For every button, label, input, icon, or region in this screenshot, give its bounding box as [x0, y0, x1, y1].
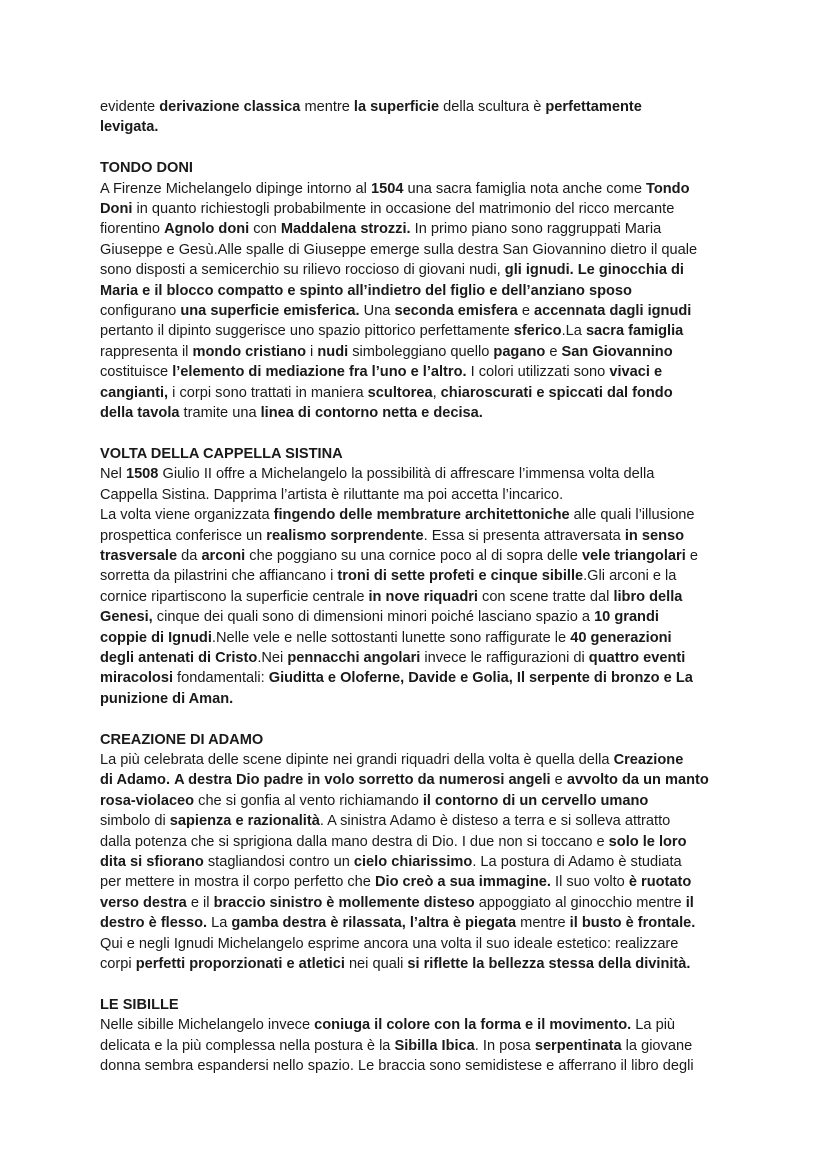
text-run: da: [177, 547, 202, 564]
text-line: [100, 689, 732, 709]
bold-text: serpentinata: [534, 1037, 622, 1054]
text-line: [100, 791, 732, 811]
bold-text: 1508: [125, 466, 159, 483]
bold-text: si riflette la bellezza stessa della divinità.: [407, 956, 691, 973]
text-run: In primo piano sono raggruppati Maria: [410, 221, 662, 238]
text-line: [100, 383, 732, 403]
text-run: configurano: [100, 303, 181, 320]
text-line: [100, 321, 732, 341]
bold-text: accennata dagli ignudi: [534, 303, 692, 320]
text-run: mentre: [300, 99, 354, 115]
text-run: Nel: [100, 466, 126, 483]
text-run: la giovane: [621, 1037, 693, 1054]
text-run: Giuseppe e Gesù.Alle spalle di Giuseppe emerge sulla destra San Giovannino dietro il quale: [100, 241, 698, 258]
bold-text: pagano: [493, 343, 546, 360]
text-line: [100, 281, 732, 301]
text-line: [100, 260, 732, 280]
text-run: e: [517, 303, 535, 320]
bold-text: 1504: [370, 180, 404, 197]
text-run: donna sembra espandersi nello spazio. Le braccia sono semidistese e afferrano il libro degli: [100, 1058, 694, 1075]
bold-text: cangianti,: [100, 384, 169, 401]
text-run: con scene tratte dal: [477, 588, 614, 605]
bold-text: in senso: [624, 527, 685, 544]
bold-text: il busto è frontale.: [569, 915, 696, 932]
section-paragraph: [100, 179, 732, 424]
text-line: [100, 668, 732, 688]
bold-text: il: [685, 894, 694, 911]
section-heading: CREAZIONE DI ADAMO: [100, 731, 264, 748]
text-run: alle quali l’illusione: [569, 507, 695, 524]
text-line: [100, 301, 732, 321]
text-run: Giulio II offre a Michelangelo la possibilità di affrescare l’immensa volta della: [158, 466, 655, 483]
bold-text: Sibilla Ibica: [394, 1037, 475, 1054]
text-run: e: [550, 772, 567, 789]
bold-text: arconi: [201, 547, 246, 564]
bold-text: vivaci e: [609, 364, 663, 381]
bold-text: Genesi,: [100, 609, 153, 626]
text-line: [100, 362, 732, 382]
bold-text: coppie di Ignudi: [100, 629, 212, 646]
text-run: costituisce: [100, 364, 173, 381]
bold-text: braccio sinistro è mollemente disteso: [213, 894, 475, 911]
text-line: [100, 913, 732, 933]
text-run: .Nelle vele e nelle sottostanti lunette sono raffigurate le: [211, 629, 571, 646]
text-run: nei quali: [344, 956, 408, 973]
bold-text: Dio creò a sua immagine.: [374, 874, 551, 891]
bold-text: miracolosi: [100, 670, 173, 687]
bold-text: coniuga il colore con la forma e il movimento.: [314, 1017, 632, 1034]
bold-text: perfettamente: [545, 99, 642, 115]
text-line: [100, 117, 732, 137]
text-run: e il: [186, 894, 214, 911]
text-line: [100, 546, 732, 566]
text-run: I colori utilizzati sono: [466, 364, 610, 381]
bold-text: solo le loro: [608, 833, 687, 850]
text-run: . A sinistra Adamo è disteso a terra e si solleva attratto: [319, 813, 671, 830]
text-run: .La: [561, 323, 586, 340]
text-line: [100, 199, 732, 219]
text-run: La più: [631, 1017, 676, 1034]
document-page: [100, 97, 732, 1076]
text-run: ,: [432, 384, 441, 401]
bold-text: Maria e il blocco compatto e spinto all’indietro del figlio e dell’anziano sposo: [100, 282, 632, 299]
bold-text: sferico: [513, 323, 562, 340]
bold-text: Creazione: [613, 751, 684, 768]
section-heading: TONDO DONI: [100, 160, 193, 177]
bold-text: dita si sfiorano: [100, 853, 204, 870]
text-run: delicata e la più complessa nella postura è la: [100, 1037, 395, 1054]
text-run: i corpi sono trattati in maniera: [168, 384, 368, 401]
text-run: evidente: [100, 99, 160, 115]
text-run: . Essa si presenta attraversata: [423, 527, 625, 544]
bold-text: perfetti proporzionati e atletici: [135, 956, 345, 973]
text-run: appoggiato al ginocchio mentre: [474, 894, 686, 911]
text-run: cinque dei quali sono di dimensioni minori poiché lasciano spazio a: [152, 609, 595, 626]
section-tondo-doni: [100, 158, 732, 423]
text-run: simbolo di: [100, 813, 170, 830]
bold-text: pennacchi angolari: [287, 649, 421, 666]
text-run: rappresenta il: [100, 343, 193, 360]
text-run: La volta viene organizzata: [100, 507, 274, 524]
bold-text: libro della: [613, 588, 683, 605]
text-run: una sacra famiglia nota anche come: [403, 180, 646, 197]
bold-text: scultorea: [367, 384, 433, 401]
bold-text: nudi: [317, 343, 349, 360]
text-run: mentre: [516, 915, 570, 932]
bold-text: gli ignudi. Le ginocchia di: [504, 262, 684, 279]
section-volta-sistina: [100, 444, 732, 709]
bold-text: trasversale: [100, 547, 178, 564]
bold-text: 10 grandi: [594, 609, 659, 626]
text-run: fondamentali:: [173, 670, 269, 687]
text-line: [100, 240, 732, 260]
text-run: con: [249, 221, 281, 238]
text-line: [100, 342, 732, 362]
text-line: [100, 526, 732, 546]
bold-text: verso destra: [100, 894, 187, 911]
bold-text: seconda emisfera: [394, 303, 518, 320]
section-paragraph: [100, 750, 732, 974]
text-run: . In posa: [474, 1037, 535, 1054]
text-run: dalla potenza che si sprigiona dalla mano destra di Dio. I due non si toccano e: [100, 833, 609, 850]
bold-text: mondo cristiano: [192, 343, 306, 360]
bold-text: linea di contorno netta e decisa.: [260, 405, 483, 422]
bold-text: sacra famiglia: [585, 323, 684, 340]
text-run: .Nei: [257, 649, 288, 666]
text-run: tramite una: [179, 405, 261, 422]
text-run: Qui e negli Ignudi Michelangelo esprime ancora una volta il suo ideale estetico: realizzare: [100, 935, 679, 952]
bold-text: quattro eventi: [588, 649, 686, 666]
bold-text: sorretto da numerosi angeli: [358, 772, 551, 789]
bold-text: Doni: [100, 201, 133, 218]
text-run: Cappella Sistina. Dapprima l’artista è riluttante ma poi accetta l’incarico.: [100, 486, 564, 503]
text-line: [100, 893, 732, 913]
text-line: [100, 219, 732, 239]
text-run: per mettere in mostra il corpo perfetto che: [100, 874, 375, 891]
bold-text: levigata.: [100, 119, 159, 136]
bold-text: Giuditta e Oloferne, Davide e Golia, Il serpente di bronzo e La: [268, 670, 693, 687]
section-heading: LE SIBILLE: [100, 996, 179, 1013]
text-run: e: [545, 343, 562, 360]
text-line: [100, 628, 732, 648]
bold-text: A destra Dio padre in volo: [174, 772, 359, 789]
text-line: [100, 832, 732, 852]
text-run: in quanto richiestogli probabilmente in occasione del matrimonio del ricco mercante: [132, 201, 675, 218]
bold-text: Agnolo doni: [164, 221, 250, 238]
text-run: sorretta da pilastrini che affiancano i: [100, 568, 338, 585]
section-paragraph: [100, 464, 732, 709]
text-run: stagliandosi contro un: [203, 853, 354, 870]
section-paragraph: [100, 1015, 732, 1076]
text-line: [100, 852, 732, 872]
text-line: [100, 934, 732, 954]
text-run: corpi: [100, 956, 136, 973]
text-run: che poggiano su una cornice poco al di sopra delle: [245, 547, 582, 564]
text-run: . La postura di Adamo è studiata: [472, 853, 682, 870]
bold-text: rosa-violaceo: [100, 792, 195, 809]
bold-text: Tondo: [646, 180, 690, 197]
text-line: [100, 872, 732, 892]
bold-text: punizione di Aman.: [100, 690, 234, 707]
text-line: [100, 1056, 732, 1076]
text-line: [100, 97, 732, 117]
bold-text: una superficie emisferica.: [180, 303, 360, 320]
text-run: invece le raffigurazioni di: [420, 649, 589, 666]
bold-text: l’elemento di mediazione fra l’uno e l’altro.: [172, 364, 467, 381]
text-run: A Firenze Michelangelo dipinge intorno al: [100, 180, 371, 197]
text-run: e: [685, 547, 698, 564]
text-line: [100, 1036, 732, 1056]
bold-text: la superficie: [353, 99, 440, 115]
text-line: [100, 464, 732, 484]
bold-text: destro è flesso.: [100, 915, 208, 932]
bold-text: sapienza e razionalità: [169, 813, 320, 830]
text-line: [100, 770, 732, 790]
bold-text: gamba destra è rilassata, l’altra è piegata: [231, 915, 517, 932]
bold-text: il contorno di un cervello umano: [422, 792, 649, 809]
bold-text: della tavola: [100, 405, 180, 422]
bold-text: in nove riquadri: [368, 588, 478, 605]
text-run: cornice ripartiscono la superficie centrale: [100, 588, 369, 605]
text-run: .Gli arconi e la: [583, 568, 677, 585]
text-line: [100, 587, 732, 607]
text-run: Nelle sibille Michelangelo invece: [100, 1017, 315, 1034]
bold-text: di Adamo.: [100, 772, 170, 789]
text-run: La: [207, 915, 232, 932]
bold-text: cielo chiarissimo: [353, 853, 473, 870]
text-run: pertanto il dipinto suggerisce uno spazio pittorico perfettamente: [100, 323, 514, 340]
text-line: [100, 505, 732, 525]
text-line: [100, 179, 732, 199]
bold-text: vele triangolari: [581, 547, 686, 564]
text-run: i: [306, 343, 318, 360]
text-run: Una: [359, 303, 395, 320]
text-run: della scultura è: [439, 99, 546, 115]
text-line: [100, 566, 732, 586]
text-run: prospettica conferisce un: [100, 527, 267, 544]
section-heading: VOLTA DELLA CAPPELLA SISTINA: [100, 445, 343, 462]
bold-text: degli antenati di Cristo: [100, 649, 258, 666]
text-line: [100, 485, 732, 505]
text-line: [100, 403, 732, 423]
text-line: [100, 1015, 732, 1035]
text-run: che si gonfia al vento richiamando: [194, 792, 423, 809]
bold-text: chiaroscurati e spiccati dal fondo: [440, 384, 673, 401]
text-run: simboleggiano quello: [348, 343, 494, 360]
text-run: fiorentino: [100, 221, 165, 238]
bold-text: è ruotato: [628, 874, 692, 891]
bold-text: realismo sorprendente: [266, 527, 424, 544]
bold-text: derivazione classica: [159, 99, 301, 115]
text-line: [100, 648, 732, 668]
bold-text: 40 generazioni: [570, 629, 672, 646]
text-line: [100, 811, 732, 831]
bold-text: Maddalena strozzi.: [280, 221, 411, 238]
bold-text: fingendo delle membrature architettoniche: [273, 507, 570, 524]
text-line: [100, 750, 732, 770]
section-sibille: [100, 995, 732, 1077]
intro-paragraph: [100, 97, 732, 138]
text-run: sono disposti a semicerchio su rilievo roccioso di giovani nudi,: [100, 262, 505, 279]
bold-text: avvolto da un manto: [566, 772, 709, 789]
bold-text: San Giovannino: [561, 343, 673, 360]
text-run: La più celebrata delle scene dipinte nei grandi riquadri della volta è quella della: [100, 751, 614, 768]
text-run: Il suo volto: [550, 874, 629, 891]
bold-text: troni di sette profeti e cinque sibille: [337, 568, 584, 585]
text-line: [100, 607, 732, 627]
text-line: [100, 954, 732, 974]
section-creazione-adamo: [100, 730, 732, 975]
